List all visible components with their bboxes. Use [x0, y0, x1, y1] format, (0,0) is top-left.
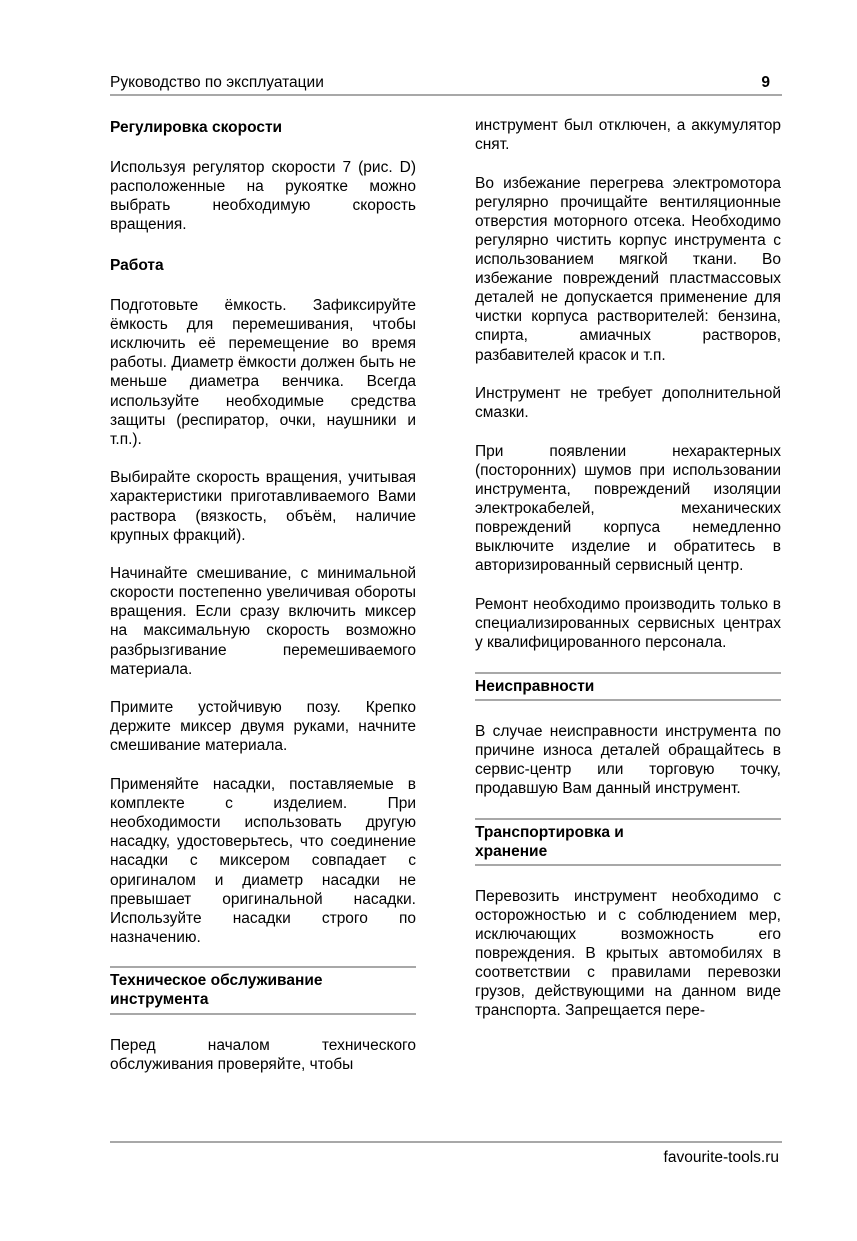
paragraph: Начинайте смешивание, с минимальной скорости постепенно увеличивая обороты вращения. Если сразу включить миксер на максимальную скорость возможно разбрызгивание перемешиваемого материала. — [110, 565, 416, 678]
paragraph: Во избежание перегрева электромотора регулярно прочищайте вентиляционные отверстия моторного отсека. Необходимо регулярно чистить корпус инструмента с использованием мягкой ткани. Во избежание повреждений пластмассовых деталей не допускается применение для чистки корпуса растворителей: бензина, спирта, амиачных растворов, разбавителей красок и т.п. — [475, 174, 781, 364]
paragraph: Перед началом технического обслуживания проверяйте, чтобы — [110, 1036, 416, 1073]
paragraph: Подготовьте ёмкость. Зафиксируйте ёмкость для перемешивания, чтобы исключить её перемещение во время работы. Диаметр ёмкости должен быть не меньше диаметра венчика. Всегда используйте необходимые средства защиты (респиратор, очки, наушники и т.п.). — [110, 297, 416, 448]
page-header — [110, 72, 782, 96]
paragraph: Инструмент не требует дополнительной смазки. — [475, 385, 781, 422]
heading-transport-storage: Транспортировка и хранение — [475, 818, 781, 866]
footer-website: favourite-tools.ru — [663, 1149, 779, 1166]
footer-divider — [110, 1141, 782, 1143]
paragraph: Применяйте насадки, поставляемые в комплекте с изделием. При необходимости использовать другую насадку, удостоверьтесь, что соединение насадки с миксером совпадает с оригиналом и диаметр насадки не превышает оригинальной насадки. Используйте насадки строго по назначению. — [110, 776, 416, 946]
heading-maintenance: Техническое обслуживание инструмента — [110, 966, 416, 1014]
paragraph: При появлении нехарактерных (посторонних) шумов при использовании инструмента, повреждений изоляции электрокабелей, механических повреждений корпуса немедленно выключите изделие и обратитесь в авторизированный сервисный центр. — [475, 442, 781, 575]
page-number: 9 — [761, 74, 770, 91]
paragraph: Примите устойчивую позу. Крепко держите миксер двумя руками, начните смешивание материала. — [110, 699, 416, 755]
paragraph: В случае неисправности инструмента по причине износа деталей обращайтесь в сервис-центр или торговую точку, продавшую Вам данный инструмент. — [475, 722, 781, 798]
heading-speed-control: Регулировка скорости — [110, 119, 283, 136]
paragraph: Перевозить инструмент необходимо с осторожностью и с соблюдением мер, исключающих возможность его повреждения. В крытых автомобилях в соответствии с правилами перевозки грузов, действующими на данном виде транспорта. Запрещается пере- — [475, 887, 781, 1020]
paragraph: Ремонт необходимо производить только в специализированных сервисных центрах у квалифицированного персонала. — [475, 595, 781, 652]
paragraph: Выбирайте скорость вращения, учитывая характеристики приготавливаемого Вами раствора (вязкость, объём, наличие крупных фракций). — [110, 469, 416, 544]
left-column — [110, 116, 416, 1093]
manual-title: Руководство по эксплуатации — [110, 74, 324, 91]
paragraph: Используя регулятор скорости 7 (рис. D) расположенные на рукоятке можно выбрать необходимую скорость вращения. — [110, 159, 416, 234]
heading-operation: Работа — [110, 256, 164, 274]
paragraph: инструмент был отключен, а аккумулятор снят. — [475, 117, 781, 154]
heading-malfunctions: Неисправности — [475, 672, 781, 701]
right-column — [475, 116, 781, 1040]
